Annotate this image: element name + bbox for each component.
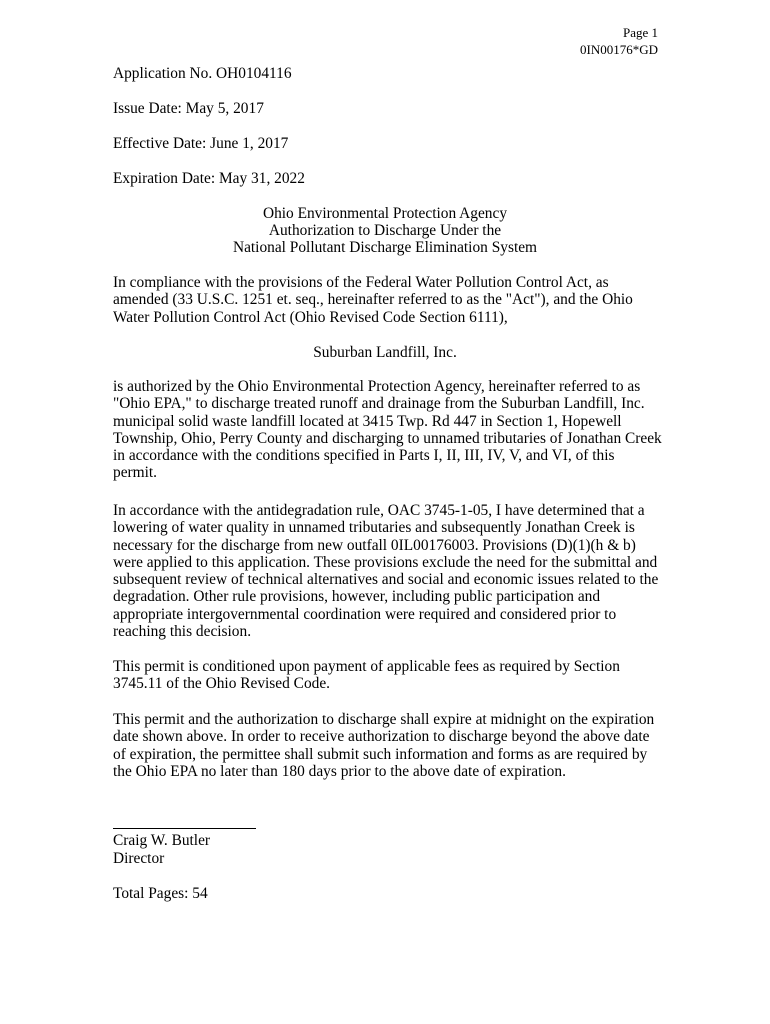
paragraph-line: degradation. Other rule provisions, however, including public participation and (113, 588, 601, 606)
paragraph-line: In compliance with the provisions of the Federal Water Pollution Control Act, as (113, 274, 609, 291)
paragraph-line: Water Pollution Control Act (Ohio Revised Code Section 6111), (113, 308, 508, 326)
paragraph-line: appropriate intergovernmental coordination were required and considered prior to (113, 605, 617, 623)
paragraph-line: date shown above. In order to receive authorization to discharge beyond the above date (113, 728, 650, 746)
paragraph-line: This permit and the authorization to discharge shall expire at midnight on the expiration (113, 711, 655, 728)
signatory-name: Craig W. Butler (113, 832, 211, 849)
paragraph-line: 3745.11 of the Ohio Revised Code. (113, 675, 331, 693)
paragraph-line: permit. (113, 464, 158, 482)
paragraph-line: of expiration, the permittee shall submit such information and forms as are required by (113, 745, 648, 763)
paragraph-line: In accordance with the antidegradation rule, OAC 3745-1-05, I have determined that a (113, 502, 645, 519)
paragraph-line: the Ohio EPA no later than 180 days prior to the above date of expiration. (113, 762, 566, 780)
paragraph-line: subsequent review of technical alternatives and social and economic issues related to the (113, 571, 659, 589)
effective-date: Effective Date: June 1, 2017 (113, 135, 289, 152)
expiration-date: Expiration Date: May 31, 2022 (113, 170, 305, 187)
paragraph-line: municipal solid waste landfill located at 3415 Twp. Rd 447 in Section 1, Hopewell (113, 412, 622, 430)
npdes-title: National Pollutant Discharge Elimination System (232, 239, 538, 256)
paragraph-line: is authorized by the Ohio Environmental Protection Agency, hereinafter referred to as (113, 378, 641, 395)
paragraph-line: Township, Ohio, Perry County and discharging to unnamed tributaries of Jonathan Creek (113, 429, 662, 447)
application-number: Application No. OH0104116 (113, 65, 292, 82)
paragraph-line: "Ohio EPA," to discharge treated runoff and drainage from the Suburban Landfill, Inc. (113, 395, 645, 413)
signatory-title: Director (113, 850, 165, 867)
paragraph-line: in accordance with the conditions specified in Parts I, II, III, IV, V, and VI, of this (113, 447, 615, 465)
signature-line (113, 828, 256, 829)
total-pages: Total Pages: 54 (113, 885, 208, 902)
paragraph-line: reaching this decision. (113, 623, 252, 641)
paragraph-line: amended (33 U.S.C. 1251 et. seq., hereinafter referred to as the "Act"), and the Ohio (113, 291, 633, 309)
paragraph-line: necessary for the discharge from new outfall 0IL00176003. Provisions (D)(1)(h & b) (113, 536, 636, 554)
expiration-paragraph (113, 711, 673, 780)
paragraph-line: lowering of water quality in unnamed tributaries and subsequently Jonathan Creek is (113, 519, 635, 537)
agency-title: Ohio Environmental Protection Agency (262, 205, 508, 222)
document-code: 0IN00176*GD (580, 42, 658, 57)
page-number: Page 1 (622, 25, 658, 40)
authorization-paragraph (113, 378, 673, 482)
compliance-paragraph (113, 274, 673, 326)
permittee-name: Suburban Landfill, Inc. (313, 344, 457, 361)
paragraph-line: This permit is conditioned upon payment of applicable fees as required by Section (113, 658, 620, 675)
antidegradation-paragraph (113, 502, 673, 640)
paragraph-line: were applied to this application. These provisions exclude the need for the submittal and (113, 553, 658, 571)
fees-paragraph (113, 658, 673, 693)
authorization-title: Authorization to Discharge Under the (268, 222, 502, 239)
issue-date: Issue Date: May 5, 2017 (113, 100, 264, 117)
